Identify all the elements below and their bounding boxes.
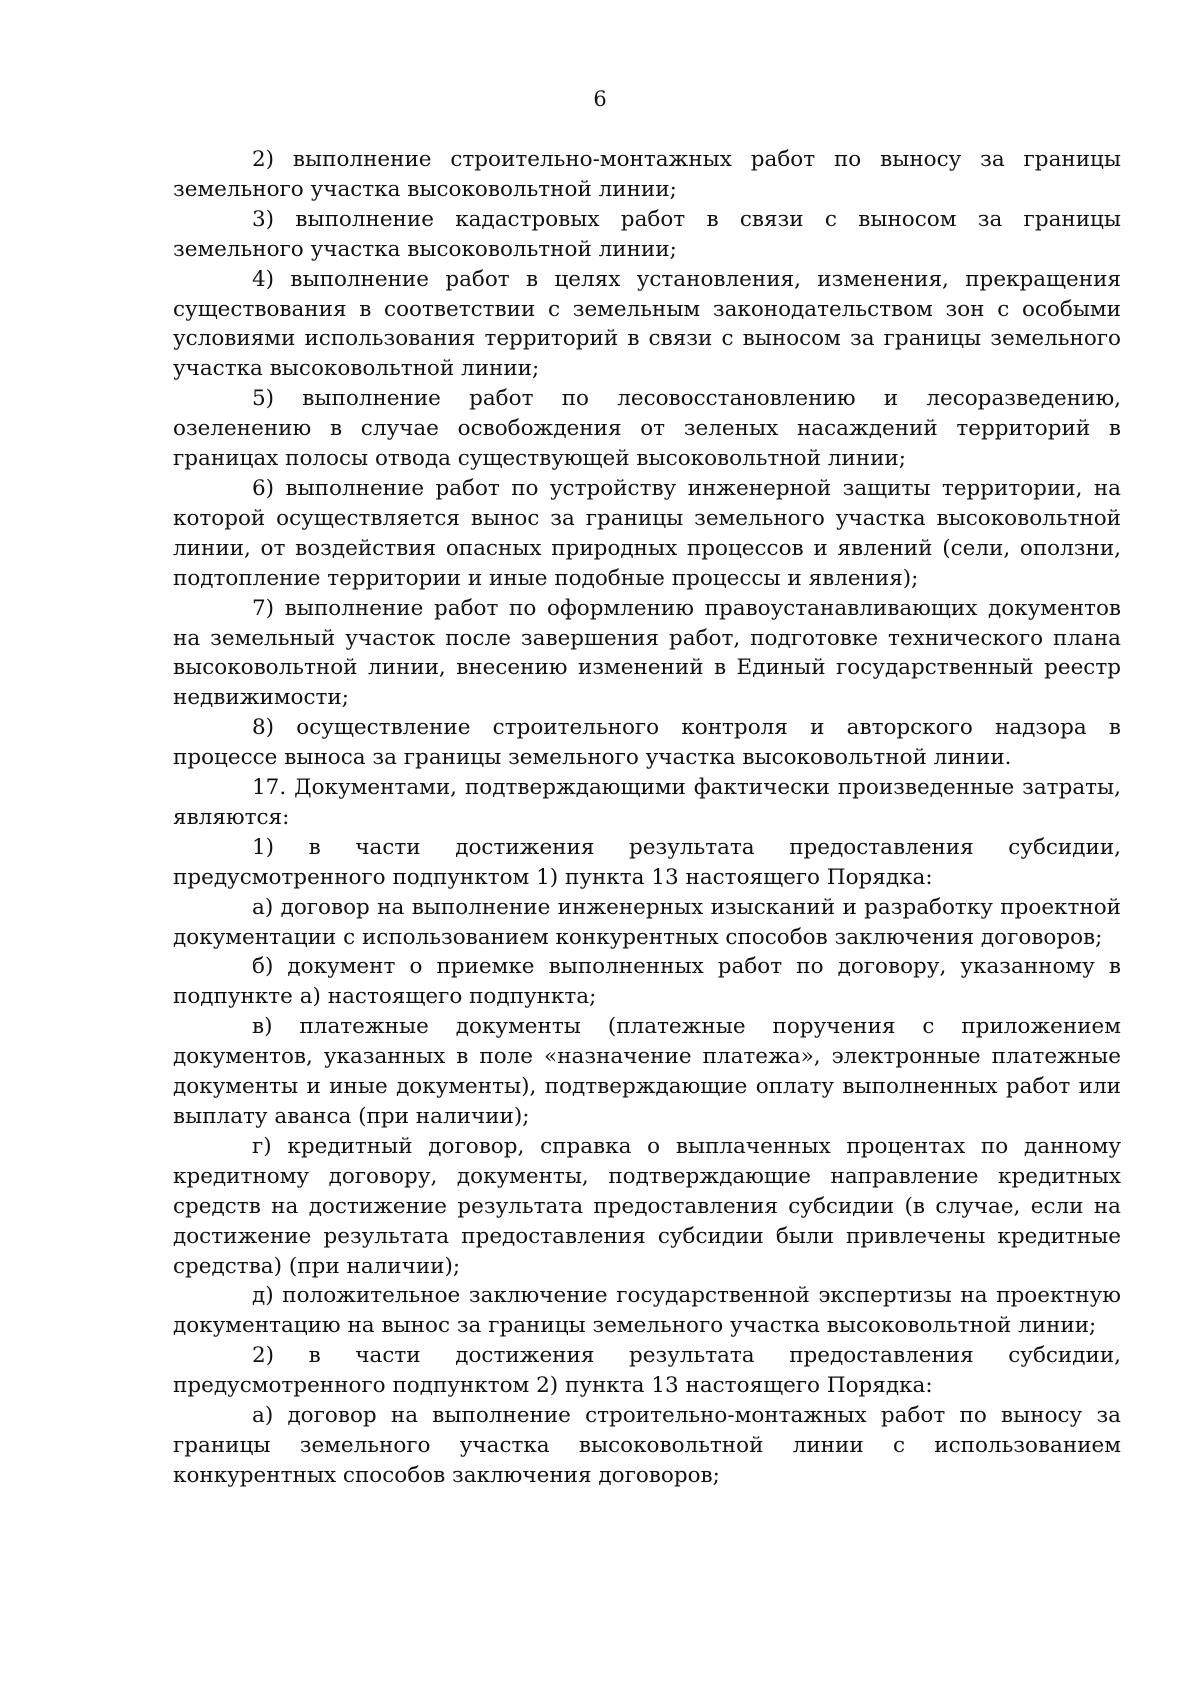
- paragraph-item-6: 6) выполнение работ по устройству инженерной защиты территории, на которой осуществляется вынос за границы земельного участка высоковольтной линии, от воздействия опасных природных процессов и явлений (сели, оползни, подтопление территории и иные подобные процессы и явления);: [173, 475, 1121, 591]
- paragraph-subitem-v: в) платежные документы (платежные поручения с приложением документов, указанных в поле «назначение платежа», электронные платежные документы и иные документы), подтверждающие оплату выполненных работ или выплату аванса (при наличии);: [173, 1014, 1121, 1129]
- paragraph-item-3: 3) выполнение кадастровых работ в связи с выносом за границы земельного участка высоковольтной линии;: [173, 206, 1121, 262]
- paragraph-subitem-b: б) документ о приемке выполненных работ по договору, указанному в подпункте а) настоящего подпункта;: [173, 954, 1121, 1010]
- paragraph-subclause-1: 1) в части достижения результата предоставления субсидии, предусмотренного подпунктом 1) пункта 13 настоящего Порядка:: [173, 834, 1121, 890]
- document-body: [173, 145, 1121, 1491]
- paragraph-item-2: 2) выполнение строительно-монтажных работ по выносу за границы земельного участка высоковольтной линии;: [173, 147, 1121, 202]
- paragraph-item-4: 4) выполнение работ в целях установления, изменения, прекращения существования в соответствии с земельным законодательством зон с особыми условиями использования территорий в связи с выносом за границы земельного участка высоковольтной линии;: [173, 266, 1121, 382]
- paragraph-subitem-a: а) договор на выполнение инженерных изысканий и разработку проектной документации с использованием конкурентных способов заключения договоров;: [173, 894, 1121, 950]
- paragraph-item-7: 7) выполнение работ по оформлению правоустанавливающих документов на земельный участок после завершения работ, подготовке технического плана высоковольтной линии, внесению изменений в Единый государственный реестр недвижимости;: [173, 595, 1121, 711]
- paragraph-item-5: 5) выполнение работ по лесовосстановлению и лесоразведению, озеленению в случае освобождения от зеленых насаждений территорий в границах полосы отвода существующей высоковольтной линии;: [173, 386, 1121, 472]
- paragraph-item-8: 8) осуществление строительного контроля и авторского надзора в процессе выноса за границы земельного участка высоковольтной линии.: [173, 715, 1121, 771]
- page-number: 6: [593, 87, 607, 111]
- paragraph-subitem-g: г) кредитный договор, справка о выплаченных процентах по данному кредитному договору, документы, подтверждающие направление кредитных средств на достижение результата предоставления субсидии (в случае, если на достижение результата предоставления субсидии были привлечены кредитные средства) (при наличии);: [173, 1133, 1121, 1279]
- paragraph-clause-17: 17. Документами, подтверждающими фактически произведенные затраты, являются:: [173, 775, 1121, 830]
- paragraph-subitem-a-2: а) договор на выполнение строительно-монтажных работ по выносу за границы земельного участка высоковольтной линии с использованием конкурентных способов заключения договоров;: [173, 1403, 1121, 1488]
- paragraph-subitem-d: д) положительное заключение государственной экспертизы на проектную документацию на вынос за границы земельного участка высоковольтной линии;: [173, 1283, 1121, 1339]
- paragraph-subclause-2: 2) в части достижения результата предоставления субсидии, предусмотренного подпунктом 2) пункта 13 настоящего Порядка:: [173, 1343, 1121, 1399]
